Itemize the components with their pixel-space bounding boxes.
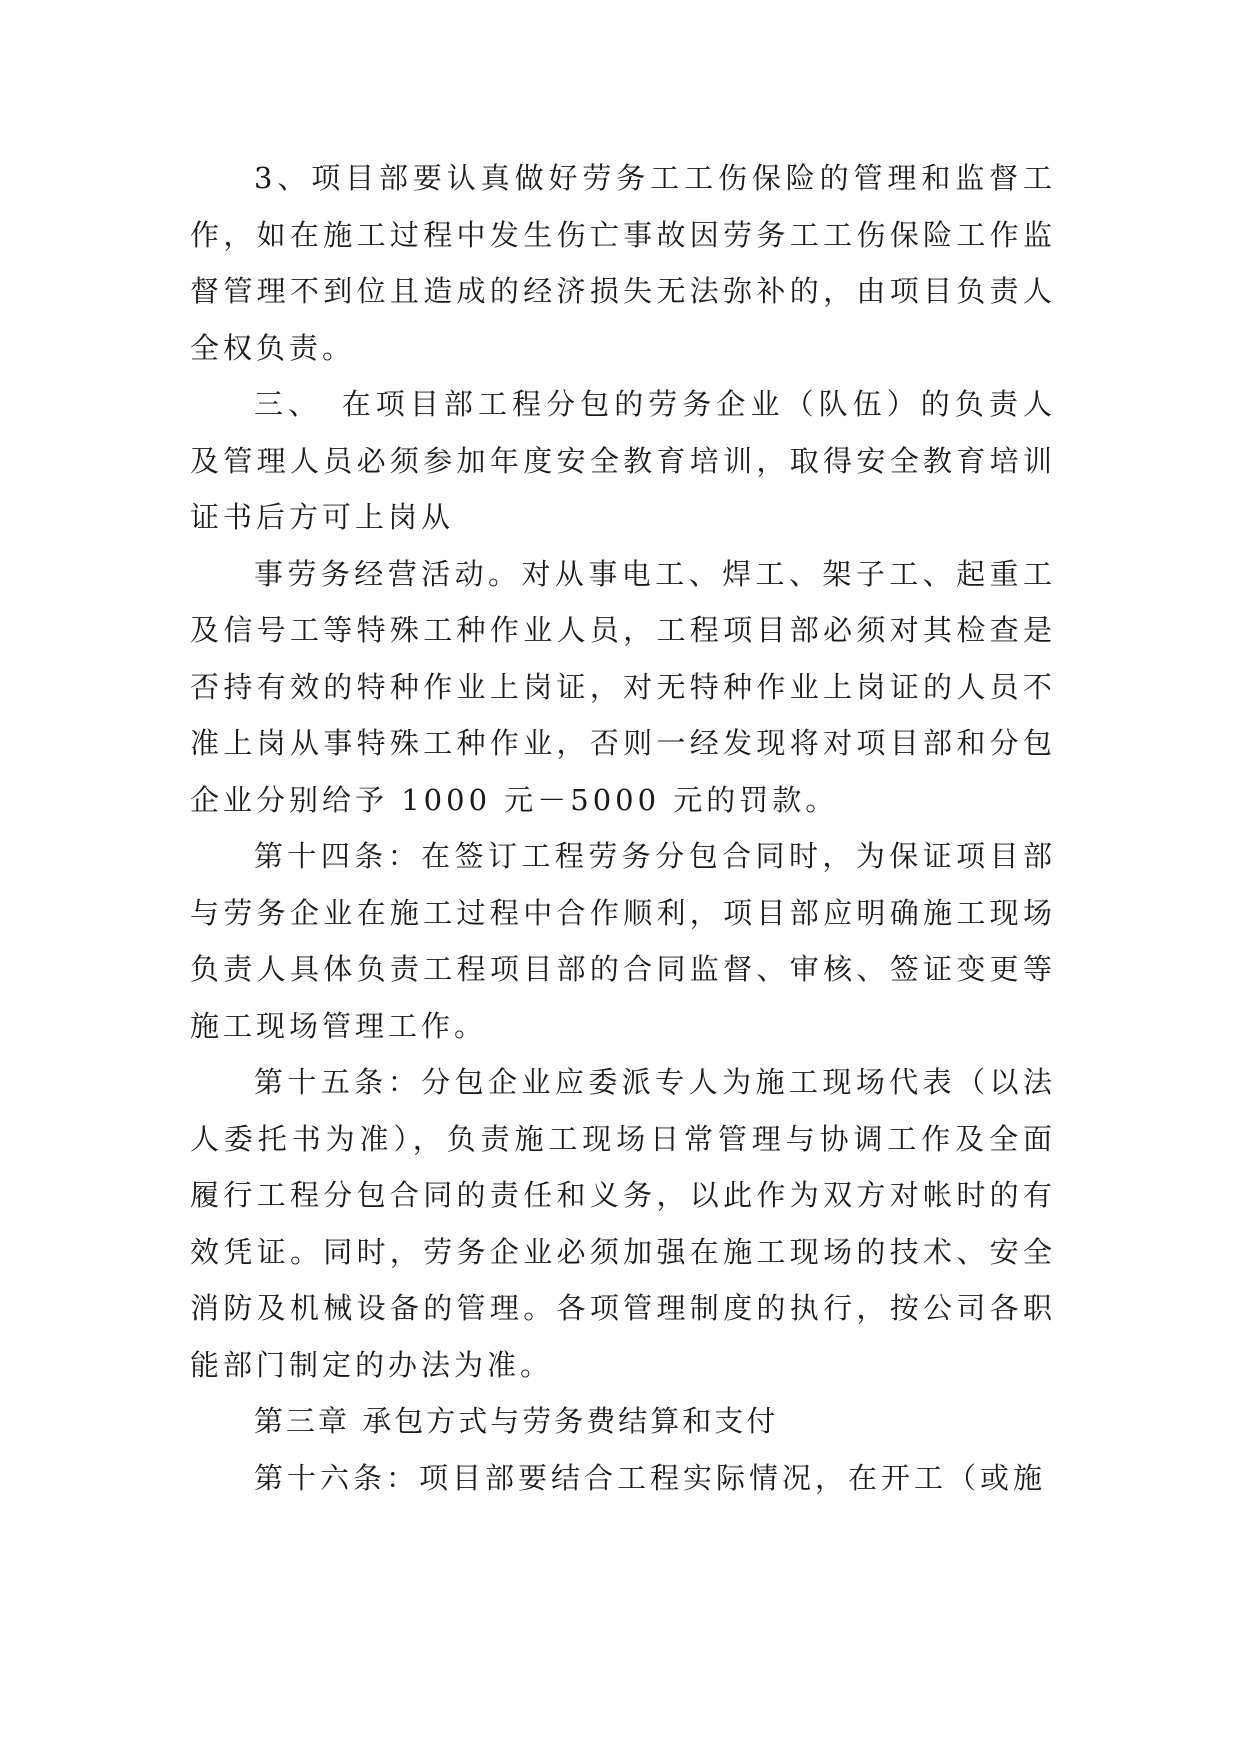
paragraph-article-15: 第十五条：分包企业应委派专人为施工现场代表（以法人委托书为准），负责施工现场日常管理与协调工作及全面履行工程分包合同的责任和义务，以此作为双方对帐时的有效凭证。同时，劳务企业必须加强在施工现场的技术、安全消防及机械设备的管理。各项管理制度的执行，按公司各职能部门制定的办法为准。 [190, 1065, 1056, 1382]
paragraph-article-14: 第十四条：在签订工程劳务分包合同时，为保证项目部与劳务企业在施工过程中合作顺利，项目部应明确施工现场负责人具体负责工程项目部的合同监督、审核、签证变更等施工现场管理工作。 [190, 839, 1056, 1043]
paragraph-section-3-safety-training: 三、 在项目部工程分包的劳务企业（队伍）的负责人及管理人员必须参加年度安全教育培训，取得安全教育培训证书后方可上岗从 [190, 387, 1056, 534]
document-body [190, 150, 1056, 1506]
paragraph-item-3-work-injury-insurance: 3、项目部要认真做好劳务工工伤保险的管理和监督工作，如在施工过程中发生伤亡事故因劳务工工伤保险工作监督管理不到位且造成的经济损失无法弥补的，由项目负责人全权负责。 [190, 161, 1056, 365]
paragraph-article-16: 第十六条：项目部要结合工程实际情况，在开工（或施 [254, 1460, 1047, 1495]
chapter-3-heading: 第三章 承包方式与劳务费结算和支付 [254, 1404, 779, 1438]
paragraph-special-trades-certification: 事劳务经营活动。对从事电工、焊工、架子工、起重工及信号工等特殊工种作业人员，工程项目部必须对其检查是否持有效的特种作业上岗证，对无特种作业上岗证的人员不准上岗从事特殊工种作业，否则一经发现将对项目部和分包企业分别给予 1000 元－5000 元的罚款。 [190, 556, 1056, 817]
